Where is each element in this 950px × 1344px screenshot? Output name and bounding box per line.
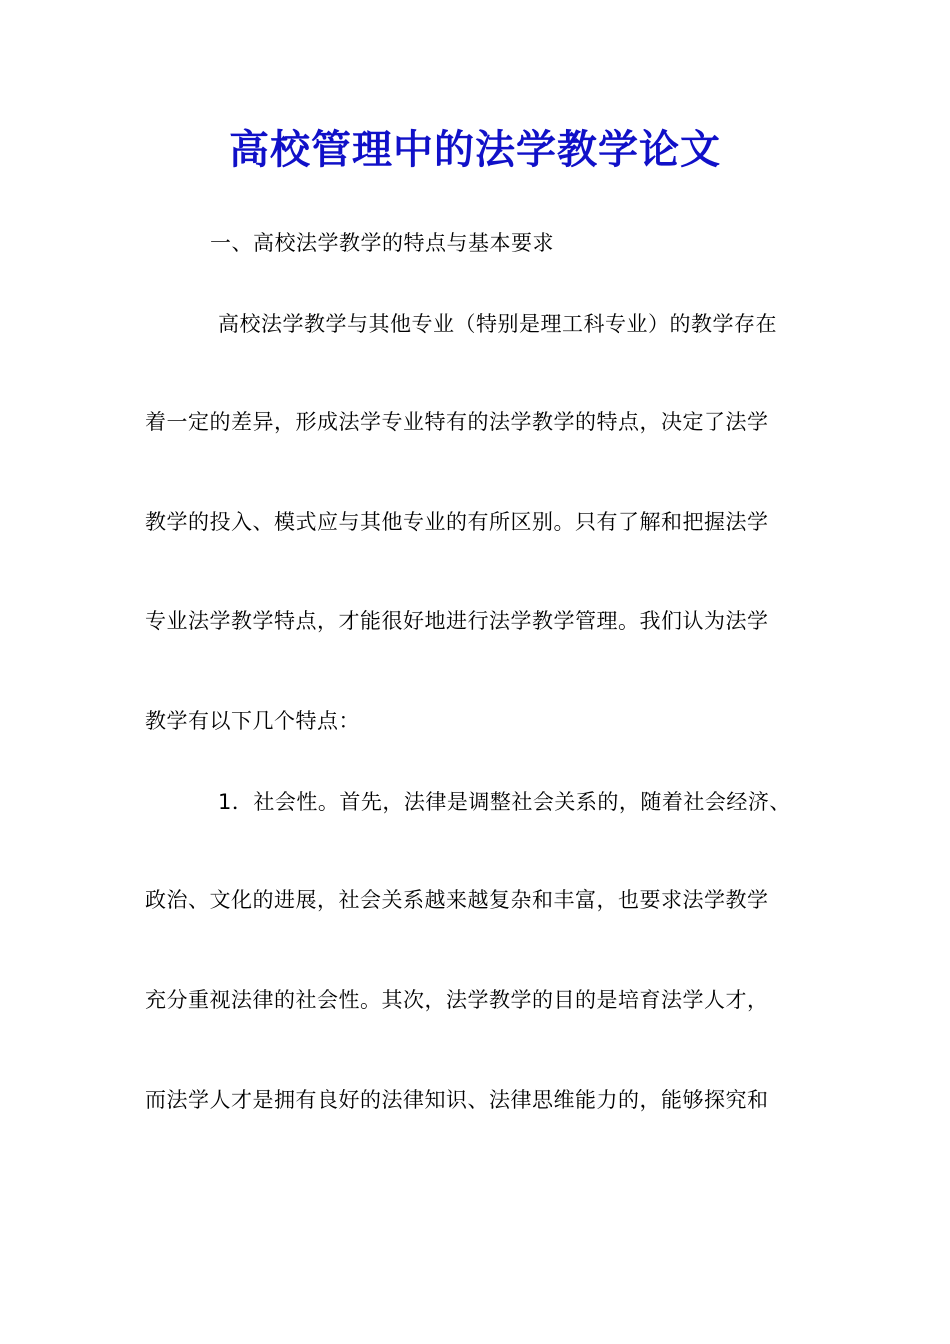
paragraph-line: 政治、文化的进展，社会关系越来越复杂和丰富，也要求法学教学	[145, 888, 769, 912]
paragraph-line: 而法学人才是拥有良好的法律知识、法律思维能力的，能够探究和	[145, 1088, 769, 1112]
paragraph-line: 高校法学教学与其他专业（特别是理工科专业）的教学存在	[218, 312, 777, 336]
paragraph-line: 教学的投入、模式应与其他专业的有所区别。只有了解和把握法学	[145, 510, 769, 534]
document-title: 高校管理中的法学教学论文	[229, 126, 721, 173]
paragraph-line: 着一定的差异，形成法学专业特有的法学教学的特点，决定了法学	[145, 410, 769, 434]
paragraph-line: 教学有以下几个特点：	[145, 709, 360, 733]
paragraph-line: 充分重视法律的社会性。其次，法学教学的目的是培育法学人才，	[145, 988, 769, 1012]
paragraph-line: 1．社会性。首先，法律是调整社会关系的，随着社会经济、	[218, 790, 791, 814]
paragraph-line: 专业法学教学特点，才能很好地进行法学教学管理。我们认为法学	[145, 609, 769, 633]
section-heading: 一、高校法学教学的特点与基本要求	[210, 231, 554, 255]
